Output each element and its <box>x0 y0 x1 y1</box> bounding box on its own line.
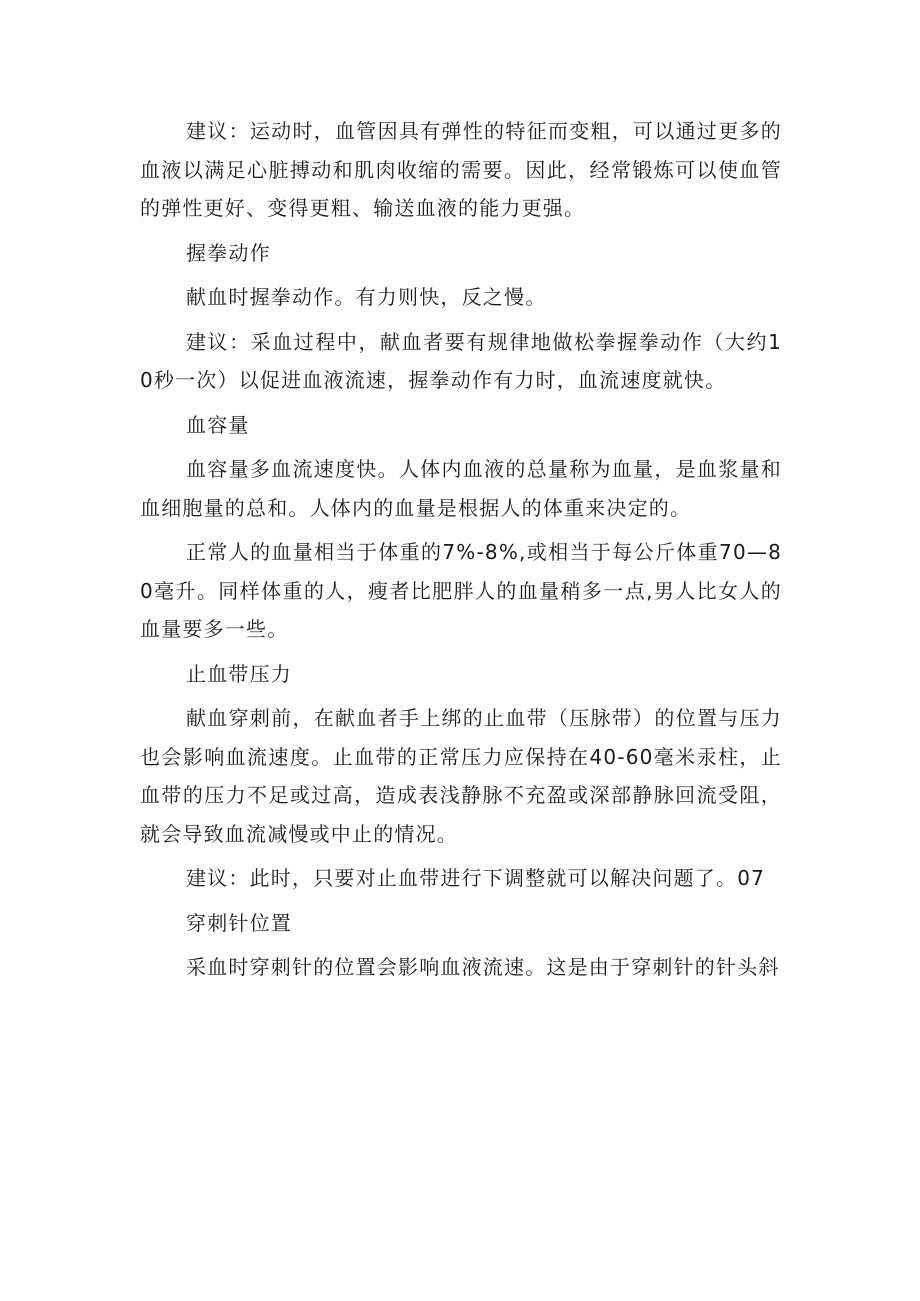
paragraph-fist-advice: 建议：采血过程中，献血者要有规律地做松拳握拳动作（大约10秒一次）以促进血液流速，握拳动作有力时，血流速度就快。 <box>140 329 782 392</box>
document-body <box>140 112 782 993</box>
heading-fist-action: 握拳动作 <box>186 240 271 265</box>
paragraph-tourniquet-pressure: 献血穿刺前，在献血者手上绑的止血带（压脉带）的位置与压力也会影响血流速度。止血带的正常压力应保持在40-60毫米汞柱，止血带的压力不足或过高，造成表浅静脉不充盈或深部静脉回流受阻，就会导致血流减慢或中止的情况。 <box>140 706 782 846</box>
paragraph-tourniquet-advice: 建议：此时，只要对止血带进行下调整就可以解决问题了。07 <box>186 866 766 890</box>
paragraph-needle-position: 采血时穿刺针的位置会影响血液流速。这是由于穿刺针的针头斜 <box>186 955 780 979</box>
paragraph-fist-action: 献血时握拳动作。有力则快，反之慢。 <box>186 285 547 309</box>
heading-blood-volume: 血容量 <box>186 412 250 437</box>
paragraph-exercise-advice: 建议：运动时，血管因具有弹性的特征而变粗，可以通过更多的血液以满足心脏搏动和肌肉收缩的需要。因此，经常锻炼可以使血管的弹性更好、变得更粗、输送血液的能力更强。 <box>140 119 782 220</box>
heading-tourniquet-pressure: 止血带压力 <box>186 661 292 686</box>
paragraph-normal-blood-volume: 正常人的血量相当于体重的7%-8%,或相当于每公斤体重70—80毫升。同样体重的人，瘦者比肥胖人的血量稍多一点,男人比女人的血量要多一些。 <box>140 540 782 641</box>
heading-needle-position: 穿刺针位置 <box>186 910 292 935</box>
paragraph-blood-volume: 血容量多血流速度快。人体内血液的总量称为血量，是血浆量和血细胞量的总和。人体内的血量是根据人的体重来决定的。 <box>140 457 782 520</box>
